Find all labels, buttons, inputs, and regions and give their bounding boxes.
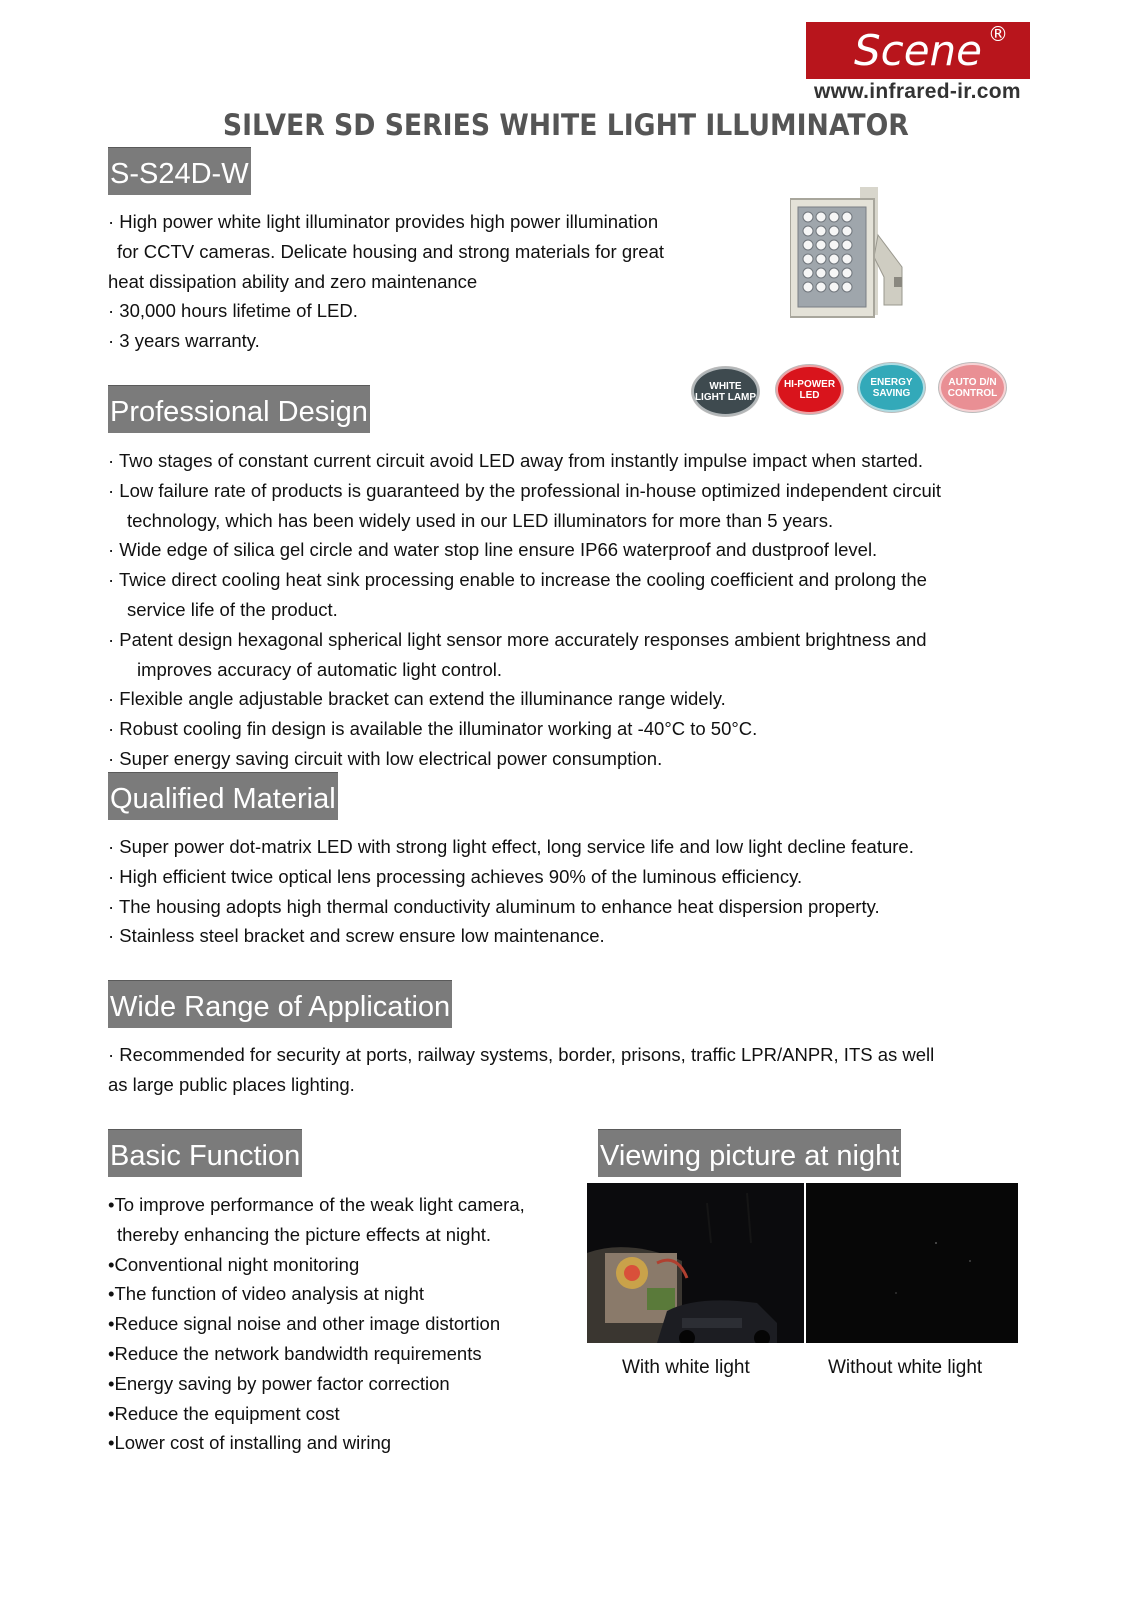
paragraph-line: · Wide edge of silica gel circle and water stop line ensure IP66 waterproof and dustproof level. bbox=[108, 539, 878, 561]
paragraph-line: · Stainless steel bracket and screw ensure low maintenance. bbox=[108, 925, 605, 947]
paragraph-line: · The housing adopts high thermal conductivity aluminum to enhance heat dispersion property. bbox=[108, 895, 880, 917]
paragraph-line: · Flexible angle adjustable bracket can extend the illuminance range widely. bbox=[108, 688, 726, 710]
paragraph-line: · Robust cooling fin design is available the illuminator working at -40°C to 50°C. bbox=[108, 718, 758, 740]
badge-white-light-lamp bbox=[692, 367, 759, 416]
paragraph-line: · High efficient twice optical lens processing achieves 90% of the luminous efficiency. bbox=[108, 865, 803, 887]
paragraph-line: •Reduce signal noise and other image distortion bbox=[108, 1313, 501, 1335]
badge-text: ENERGY bbox=[870, 376, 913, 388]
paragraph-line: •To improve performance of the weak light camera, bbox=[108, 1194, 525, 1215]
paragraph-line: •Reduce the equipment cost bbox=[108, 1402, 340, 1424]
intro-line: · High power white light illuminator provides high power illumination bbox=[108, 211, 659, 232]
paragraph-line: · Two stages of constant current circuit avoid LED away from instantly impulse impact when started. bbox=[108, 450, 924, 471]
paragraph-line: · Recommended for security at ports, railway systems, border, prisons, traffic LPR/ANPR, ITS as well bbox=[108, 1044, 935, 1065]
section-heading-basic-function: Basic Function bbox=[108, 1129, 302, 1177]
paragraph-line: •Reduce the network bandwidth requirements bbox=[108, 1342, 482, 1364]
night-photo-without-white-light bbox=[806, 1183, 1018, 1343]
badge-text: CONTROL bbox=[947, 387, 998, 399]
professional-design-text bbox=[108, 446, 941, 774]
intro-line: · 30,000 hours lifetime of LED. bbox=[108, 300, 358, 322]
caption-with-white-light: With white light bbox=[622, 1357, 750, 1378]
badge-hi-power-led bbox=[776, 365, 843, 414]
paragraph-line: · Patent design hexagonal spherical light sensor more accurately responses ambient brightness and bbox=[108, 628, 927, 650]
paragraph-line: technology, which has been widely used in our LED illuminators for more than 5 years. bbox=[127, 509, 834, 531]
paragraph-line: service life of the product. bbox=[127, 598, 338, 620]
paragraph-line: · Super power dot-matrix LED with strong light effect, long service life and low light decline feature. bbox=[108, 836, 914, 857]
badge-text: LIGHT LAMP bbox=[694, 391, 757, 403]
website-url: www.infrared-ir.com bbox=[814, 80, 1021, 103]
section-heading-application: Wide Range of Application bbox=[108, 980, 452, 1028]
qualified-material-text bbox=[108, 832, 914, 951]
model-heading: S-S24D-W bbox=[108, 147, 251, 195]
paragraph-line: · Low failure rate of products is guaranteed by the professional in-house optimized independent circuit bbox=[108, 479, 941, 501]
paragraph-line: thereby enhancing the picture effects at night. bbox=[117, 1223, 492, 1245]
section-heading-qualified-material: Qualified Material bbox=[108, 772, 338, 820]
intro-line: for CCTV cameras. Delicate housing and strong materials for great bbox=[117, 240, 665, 262]
intro-line: · 3 years warranty. bbox=[108, 330, 260, 352]
paragraph-line: as large public places lighting. bbox=[108, 1073, 355, 1095]
basic-function-text bbox=[108, 1190, 525, 1458]
page-title-text: SILVER SD SERIES WHITE LIGHT ILLUMINATOR bbox=[222, 108, 909, 142]
application-text bbox=[108, 1040, 934, 1100]
paragraph-line: · Super energy saving circuit with low electrical power consumption. bbox=[108, 747, 663, 769]
paragraph-line: •Energy saving by power factor correction bbox=[108, 1372, 450, 1394]
brand-logo bbox=[806, 22, 1030, 79]
paragraph-line: •Conventional night monitoring bbox=[108, 1253, 360, 1275]
badge-text: WHITE bbox=[709, 380, 742, 392]
paragraph-line: •The function of video analysis at night bbox=[108, 1283, 425, 1305]
registered-mark: ® bbox=[988, 22, 1008, 46]
page-title bbox=[46, 108, 1087, 142]
badge-auto-dn-control bbox=[939, 363, 1006, 412]
badge-text: AUTO D/N bbox=[948, 376, 997, 388]
product-illuminator-image bbox=[790, 187, 920, 325]
badge-text: LED bbox=[799, 389, 820, 401]
badge-text: HI-POWER bbox=[783, 378, 836, 390]
night-photo-with-white-light bbox=[587, 1183, 804, 1343]
brand-name: Scene bbox=[853, 26, 983, 75]
badge-energy-saving bbox=[858, 363, 925, 412]
intro-line: heat dissipation ability and zero maintenance bbox=[108, 270, 478, 292]
paragraph-line: · Twice direct cooling heat sink processing enable to increase the cooling coefficient and prolong the bbox=[108, 569, 927, 591]
badge-text: SAVING bbox=[872, 387, 911, 399]
section-heading-professional-design: Professional Design bbox=[108, 385, 370, 433]
section-heading-night-view: Viewing picture at night bbox=[598, 1129, 901, 1177]
paragraph-line: •Lower cost of installing and wiring bbox=[108, 1432, 392, 1454]
paragraph-line: improves accuracy of automatic light control. bbox=[137, 658, 503, 680]
intro-text bbox=[108, 207, 664, 356]
caption-without-white-light: Without white light bbox=[828, 1357, 983, 1378]
